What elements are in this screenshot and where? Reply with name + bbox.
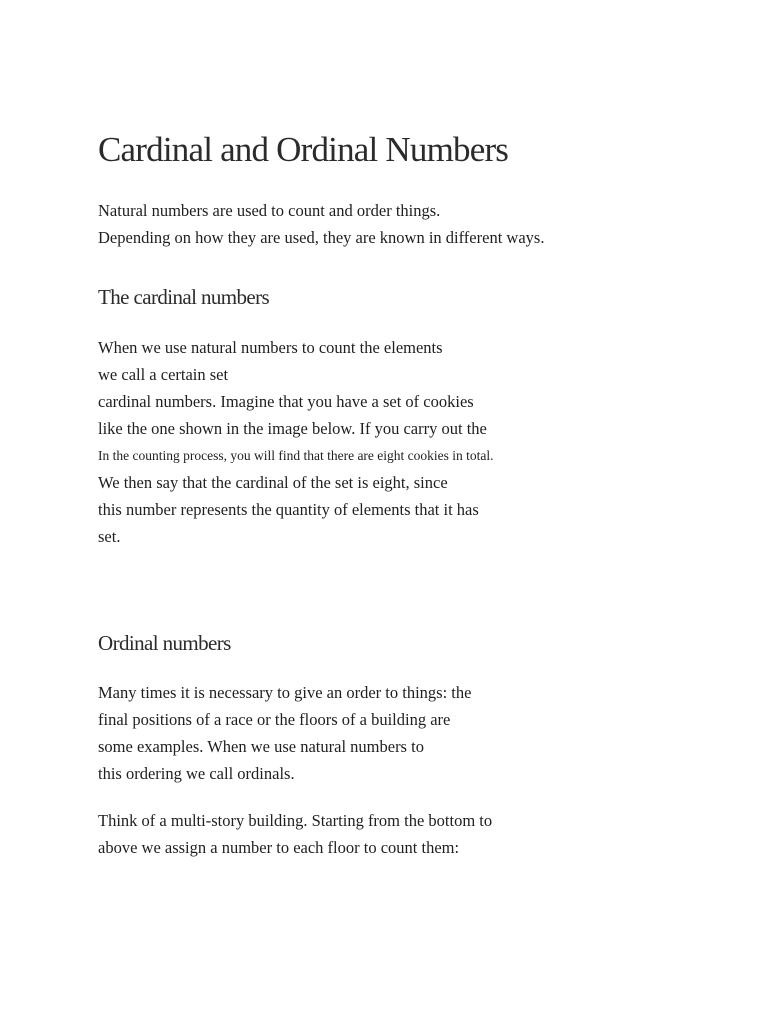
- cardinal-line: In the counting process, you will find that there are eight cookies in total.: [98, 448, 494, 463]
- ordinal-line: this ordering we call ordinals.: [98, 764, 295, 783]
- cardinal-paragraph: [98, 334, 494, 550]
- cardinal-line: When we use natural numbers to count the elements: [98, 338, 443, 357]
- ordinal-line: Think of a multi-story building. Starting from the bottom to: [98, 811, 493, 830]
- ordinal-paragraph-1: [98, 679, 471, 787]
- ordinal-line: some examples. When we use natural numbers to: [98, 737, 424, 756]
- cardinal-line: cardinal numbers. Imagine that you have a set of cookies: [98, 392, 474, 411]
- cardinal-line: we call a certain set: [98, 365, 229, 384]
- page-title: Cardinal and Ordinal Numbers: [98, 130, 509, 169]
- cardinal-line: We then say that the cardinal of the set is eight, since: [98, 473, 448, 492]
- intro-line: Natural numbers are used to count and order things.: [98, 201, 441, 220]
- ordinal-line: Many times it is necessary to give an order to things: the: [98, 683, 472, 702]
- ordinal-line: above we assign a number to each floor to count them:: [98, 838, 460, 857]
- intro-line: Depending on how they are used, they are known in different ways.: [98, 228, 545, 247]
- ordinal-heading: Ordinal numbers: [98, 631, 231, 655]
- ordinal-paragraph-2: [98, 807, 492, 861]
- cardinal-line: like the one shown in the image below. If you carry out the: [98, 419, 487, 438]
- cardinal-line: set.: [98, 527, 121, 546]
- cardinal-heading: The cardinal numbers: [98, 285, 270, 309]
- intro-paragraph: [98, 197, 544, 251]
- cardinal-line: this number represents the quantity of elements that it has: [98, 500, 479, 519]
- ordinal-line: final positions of a race or the floors of a building are: [98, 710, 451, 729]
